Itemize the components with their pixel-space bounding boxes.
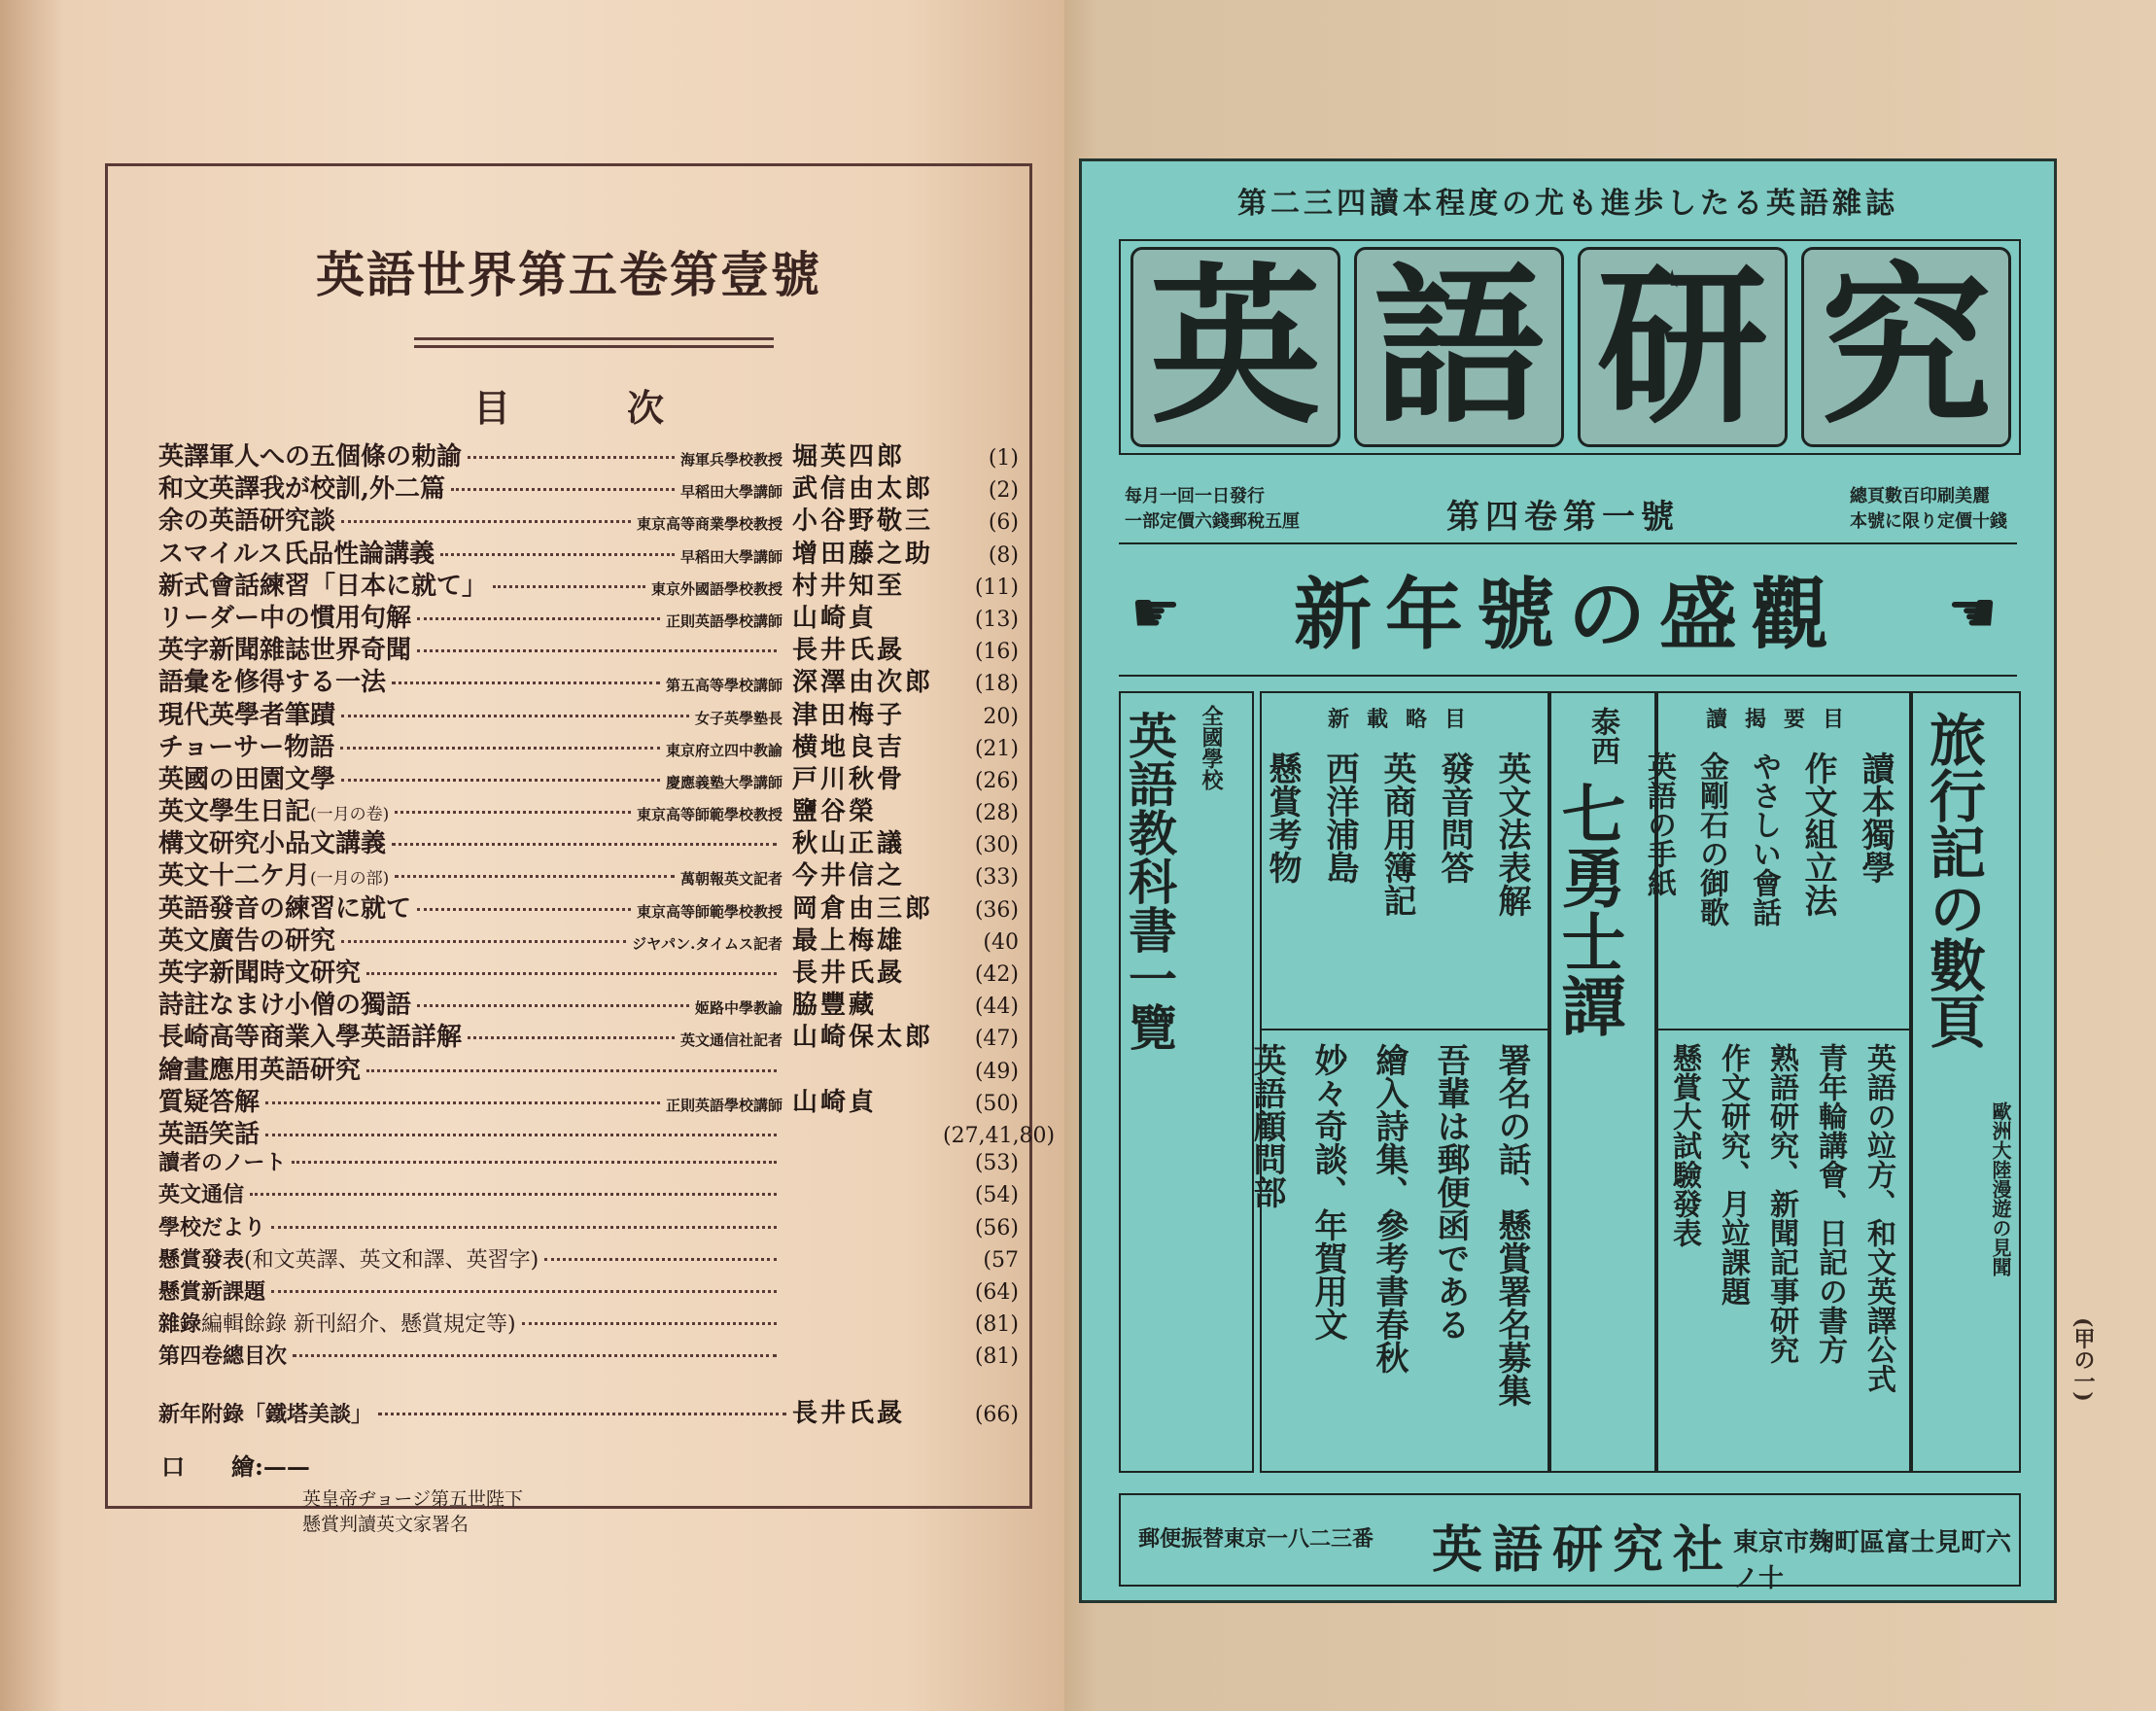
toc-page: (30): [974, 833, 1019, 858]
toc-title: 語彙を修得する一法: [158, 668, 387, 698]
toc-row: [158, 662, 1019, 698]
toc-affiliation: 東京府立四中教諭: [665, 741, 782, 759]
toc-row: [158, 1178, 1019, 1210]
toc-page: (33): [974, 865, 1019, 890]
supplement-author: 長井氏晸: [792, 1399, 906, 1429]
leader-dots: [341, 715, 689, 717]
toc-affiliation: 早稻田大學講師: [679, 547, 782, 566]
toc-author: 鹽谷榮: [792, 797, 878, 827]
divider: [1656, 1029, 1911, 1030]
box-heading: 讀揭要目: [1705, 707, 1861, 732]
toc-title: リーダー中の慣用句解: [158, 603, 412, 633]
publisher-address: 東京市麹町區富士見町六ノ十: [1733, 1528, 2012, 1593]
feature-item: 作文研究、月竝課題: [1716, 1043, 1750, 1306]
toc-page: (40: [983, 929, 1019, 955]
info-line: 每月一回一日發行: [1125, 486, 1265, 506]
toc-author: 山崎保太郎: [792, 1023, 934, 1053]
toc-title: 質疑答解: [158, 1087, 261, 1117]
leader-dots: [293, 1354, 777, 1357]
toc-affiliation: 海軍兵學校教授: [679, 451, 782, 469]
toc-author: 最上梅雄: [792, 925, 906, 956]
lower-b-columns: [1243, 1043, 1536, 1407]
travel-title: 旅行記の數頁: [1920, 711, 1986, 1049]
toc-title: 英譯軍人への五個條の勅諭: [158, 442, 463, 471]
toc-page: (64): [974, 1279, 1019, 1305]
leader-dots: [366, 972, 777, 975]
toc-title: 和文英譯我が校訓,外二篇: [158, 474, 446, 505]
toc-affiliation: ジヤパン.タイムス記者: [632, 934, 782, 953]
toc-title: 雜錄: [158, 1311, 202, 1338]
toc-page: (13): [974, 607, 1019, 632]
toc-title: 英字新聞時文研究: [158, 959, 362, 988]
toc-heading: 目次: [472, 386, 781, 430]
continuing-item: 作文組立法: [1798, 751, 1837, 917]
toc-title: 新式會話練習「日本に就て」: [158, 571, 488, 601]
toc-page: (16): [974, 640, 1019, 665]
toc-author: 長井氏晸: [792, 959, 906, 988]
toc-author: 村井知至: [792, 571, 906, 601]
toc-author: 山崎貞: [792, 1087, 878, 1117]
publication-info: [1125, 484, 1300, 535]
frontispiece-line: 英皇帝ヂョージ第五世陛下: [302, 1488, 524, 1510]
leader-dots: [417, 1004, 689, 1007]
toc-title: 讀者のノート: [158, 1150, 287, 1176]
toc-title: 英國の田園文學: [158, 764, 336, 794]
toc-row: [158, 1340, 1019, 1372]
toc-affiliation: 女子英學塾長: [694, 709, 782, 727]
frontispiece-label: 口 繪:——: [161, 1452, 310, 1481]
toc-row: [158, 695, 1019, 730]
list-side-label: 全國學校: [1199, 705, 1224, 790]
toc-page: (18): [974, 672, 1019, 697]
toc-author: 今井信之: [792, 861, 906, 891]
feature-item: 署名の話、懸賞署名募集: [1492, 1043, 1531, 1407]
serial-item: 發音問答: [1435, 751, 1474, 884]
toc-title: 懸賞新課題: [158, 1278, 266, 1305]
serial-item: 西洋浦島: [1320, 751, 1359, 884]
advisor-item: 英語顧問部: [1247, 1043, 1286, 1208]
frontispiece-line: 懸賞判讀英文家署名: [302, 1514, 469, 1535]
toc-list: [158, 436, 1056, 1429]
toc-title: 懸賞發表: [158, 1246, 245, 1273]
toc-page: (28): [974, 801, 1019, 826]
leader-dots: [493, 585, 645, 588]
toc-author: 深澤由次郎: [792, 668, 934, 698]
toc-page: (81): [974, 1344, 1019, 1370]
toc-row: [158, 1275, 1019, 1308]
toc-row: [158, 1211, 1019, 1243]
toc-page: (42): [974, 962, 1019, 987]
toc-row: [158, 501, 1019, 537]
toc-title: 英字新聞雜誌世界奇聞: [158, 636, 412, 666]
leader-dots: [417, 649, 777, 652]
feature-item: 懸賞大試驗發表: [1667, 1043, 1701, 1247]
toc-page: (44): [974, 995, 1019, 1020]
toc-title: 英語發音の練習に就て: [158, 893, 412, 924]
leader-dots: [250, 1193, 777, 1196]
toc-page: (6): [988, 510, 1019, 536]
info-line: 一部定價六錢郵稅五厘: [1125, 511, 1300, 532]
heroes-label: 泰西: [1585, 707, 1619, 765]
toc-title: 構文研究小品文講義: [158, 829, 387, 859]
toc-row: [158, 953, 1019, 988]
toc-author: 堀英四郎: [792, 442, 906, 471]
postal-account: 郵便振替東京一八二三番: [1138, 1526, 1374, 1552]
toc-affiliation: 早稻田大學講師: [679, 483, 782, 502]
toc-affiliation: 英文通信社記者: [679, 1031, 782, 1050]
new-year-title: 新年號の盛觀: [1294, 569, 1842, 660]
pointing-hand-icon: ☚: [1947, 579, 1998, 646]
leader-dots: [522, 1322, 777, 1325]
publisher-name: 英語研究社: [1432, 1520, 1734, 1580]
toc-row: [158, 630, 1019, 666]
toc-row: [158, 1082, 1019, 1117]
leader-dots: [265, 1134, 777, 1136]
toc-title: 長崎高等商業入學英語詳解: [158, 1023, 463, 1053]
feature-item: 熟語研究、新聞記事研究: [1764, 1043, 1798, 1364]
masthead: [1119, 239, 2021, 455]
toc-row: [158, 598, 1019, 633]
leader-dots: [340, 747, 660, 750]
list-side-title: 英語教科書一覽: [1121, 711, 1178, 1051]
toc-subtitle: 編輯餘錄 新刊紹介、懸賞規定等): [201, 1312, 516, 1338]
toc-author: 秋山正議: [792, 829, 906, 859]
toc-row: [158, 727, 1019, 762]
toc-author: 脇豐藏: [792, 991, 878, 1021]
toc-title: 余の英語研究談: [158, 506, 336, 537]
publisher-footer: [1119, 1493, 2021, 1593]
leader-dots: [451, 488, 675, 491]
toc-row: [158, 1243, 1019, 1275]
supplement-page: (66): [974, 1403, 1019, 1428]
continuing-item: 英語の手紙: [1642, 751, 1676, 897]
box-heading: 新載略目: [1327, 707, 1483, 732]
toc-page: (53): [974, 1151, 1019, 1176]
toc-row: [158, 534, 1019, 569]
toc-title: スマイルス氏品性論講義: [158, 539, 435, 569]
info-line: 本號に限り定價十錢: [1850, 511, 2007, 532]
toc-title: 詩註なまけ小僧の獨語: [158, 991, 412, 1021]
divider: [1119, 542, 2017, 544]
leader-dots: [341, 779, 660, 782]
toc-author: 横地良吉: [792, 732, 906, 762]
toc-subtitle: (一月の卷): [310, 805, 390, 825]
continuing-columns: [1637, 751, 1899, 926]
toc-subtitle: (一月の部): [310, 869, 390, 890]
divider: [1262, 1029, 1549, 1030]
leader-dots: [392, 681, 660, 684]
masthead-char: 究: [1801, 247, 2011, 447]
leader-dots: [395, 875, 675, 878]
serial-item: 英商用簿記: [1377, 751, 1416, 917]
title-rule: [414, 337, 774, 340]
toc-row: [158, 1114, 1056, 1149]
leader-dots: [265, 1101, 660, 1104]
toc-author: 長井氏晸: [792, 636, 906, 666]
toc-affiliation: 東京高等師範學校教授: [636, 806, 782, 824]
leader-dots: [366, 1069, 777, 1072]
leader-dots: [378, 1413, 786, 1415]
toc-author: 小谷野敬三: [792, 506, 934, 537]
toc-row: [158, 823, 1019, 859]
toc-row: [158, 889, 1019, 924]
price-info: [1850, 484, 2007, 535]
toc-author: 增田藤之助: [792, 539, 934, 569]
info-line: 總頁數百印刷美麗: [1850, 486, 1990, 506]
feature-item: 英語の竝方、和文英譯公式: [1861, 1043, 1895, 1393]
toc-row: [158, 856, 1019, 891]
toc-row: [158, 921, 1019, 956]
toc-affiliation: 東京高等師範學校教授: [636, 902, 782, 921]
toc-page: (57: [983, 1247, 1019, 1273]
leader-dots: [395, 811, 631, 814]
toc-page: (21): [974, 736, 1019, 761]
toc-row: [158, 469, 1019, 505]
toc-author: 津田梅子: [792, 700, 906, 730]
ad-tagline: 第二三四讀本程度の尤も進歩したる英語雜誌: [1237, 187, 1898, 221]
toc-title: 現代英學者筆蹟: [158, 700, 336, 730]
toc-supplement-row: [158, 1393, 1019, 1429]
toc-title: 英文廣告の研究: [158, 925, 336, 956]
toc-page: (54): [974, 1183, 1019, 1208]
left-page: [0, 0, 1064, 1711]
toc-title: 英文通信: [158, 1182, 245, 1208]
leader-dots: [468, 1036, 675, 1039]
toc-title: チョーサー物語: [158, 732, 335, 762]
toc-author: 山崎貞: [792, 603, 878, 633]
divider: [1119, 675, 2017, 677]
leader-dots: [417, 617, 660, 620]
toc-row: [158, 1017, 1019, 1053]
toc-title: 英語笑話: [158, 1119, 261, 1149]
toc-affiliation: 萬朝報英文記者: [679, 870, 782, 889]
leader-dots: [392, 843, 777, 846]
masthead-char: 研: [1578, 247, 1788, 447]
toc-title: 學校だより: [158, 1214, 266, 1240]
toc-title: 英文學生日記: [158, 797, 311, 827]
serial-item: 懸賞考物: [1263, 751, 1302, 884]
leader-dots: [468, 456, 675, 459]
contents-frame: [105, 163, 1056, 1535]
toc-page: (8): [988, 542, 1019, 568]
toc-page: 20): [983, 704, 1019, 729]
toc-page: (11): [974, 575, 1019, 600]
new-serial-box: [1247, 691, 1551, 1473]
leader-dots: [341, 520, 631, 523]
toc-author: 戸川秋骨: [792, 764, 906, 794]
leader-dots: [271, 1290, 777, 1293]
toc-affiliation: 正則英語學校講師: [665, 611, 782, 630]
continuing-item: 讀本獨學: [1856, 751, 1895, 884]
lower-a-columns: [1662, 1043, 1899, 1393]
supplement-title: 新年附錄「鐵塔美談」: [158, 1402, 373, 1428]
toc-affiliation: 正則英語學校講師: [665, 1096, 782, 1114]
continuing-item: やさしい會話: [1747, 751, 1781, 926]
feature-item: 青年輪講會、日記の書方: [1813, 1043, 1847, 1364]
continuing-box: [1642, 691, 1913, 1473]
leader-dots: [292, 1161, 777, 1164]
advertisement: [1079, 158, 2057, 1603]
feature-item: 妙々奇談、年賀用文: [1308, 1043, 1347, 1341]
toc-page: (81): [974, 1312, 1019, 1338]
toc-page: (50): [974, 1091, 1019, 1116]
serial-columns: [1259, 751, 1536, 917]
leader-dots: [440, 553, 675, 556]
toc-page: (2): [988, 478, 1019, 504]
pointing-hand-icon: ☛: [1130, 579, 1181, 646]
toc-row: [158, 566, 1019, 601]
serial-item: 英文法表解: [1492, 751, 1531, 917]
toc-row: [158, 1050, 1019, 1085]
toc-page: (49): [974, 1059, 1019, 1084]
continuing-item: 金剛石の御歌: [1694, 751, 1728, 926]
travel-box: [1909, 691, 2021, 1473]
toc-subtitle: (和文英譯、英文和譯、英習字): [244, 1247, 539, 1273]
leader-dots: [417, 908, 631, 911]
toc-affiliation: 慶應義塾大學講師: [665, 773, 782, 791]
toc-page: (47): [974, 1027, 1019, 1052]
toc-affiliation: 東京高等商業學校教授: [636, 515, 782, 534]
toc-affiliation: 姬路中學教諭: [694, 999, 782, 1018]
heroes-title: 七勇士譚: [1550, 781, 1626, 1037]
leader-dots: [271, 1226, 777, 1229]
toc-row: [158, 759, 1019, 794]
toc-row: [158, 1308, 1019, 1340]
leader-dots: [544, 1258, 777, 1261]
leader-dots: [341, 940, 626, 943]
toc-row: [158, 791, 1019, 827]
issue-number: 第四卷第一號: [1446, 498, 1680, 537]
toc-author: 岡倉由三郎: [792, 893, 934, 924]
toc-title: 第四卷總目次: [158, 1344, 288, 1370]
toc-page: (27,41,80): [943, 1123, 1056, 1148]
travel-note: 歐洲大陸漫遊の見聞: [1989, 1101, 2012, 1276]
toc-row: [158, 985, 1019, 1021]
textbook-list-box: [1119, 691, 1254, 1473]
page-number: (甲の一): [2070, 1317, 2096, 1402]
toc-author: 武信由太郎: [792, 474, 934, 505]
toc-page: (56): [974, 1215, 1019, 1240]
toc-title: 英文十二ケ月: [158, 861, 311, 891]
title-rule-2: [414, 345, 774, 348]
toc-page: (36): [974, 897, 1019, 923]
volume-title: 英語世界第五卷第壹號: [316, 246, 821, 303]
toc-page: (1): [988, 446, 1019, 471]
feature-item: 繪入詩集、參考書春秋: [1370, 1043, 1408, 1374]
toc-affiliation: 第五高等學校講師: [665, 677, 782, 695]
toc-title: 繪畫應用英語研究: [158, 1055, 362, 1085]
toc-row: [158, 436, 1019, 469]
toc-affiliation: 東京外國語學校教授: [650, 579, 782, 598]
masthead-char: 英: [1130, 247, 1340, 447]
toc-gap: [158, 1372, 1019, 1393]
toc-row: [158, 1146, 1019, 1178]
masthead-char: 語: [1354, 247, 1564, 447]
feature-item: 吾輩は郵便函である: [1431, 1043, 1470, 1341]
toc-page: (26): [974, 768, 1019, 793]
